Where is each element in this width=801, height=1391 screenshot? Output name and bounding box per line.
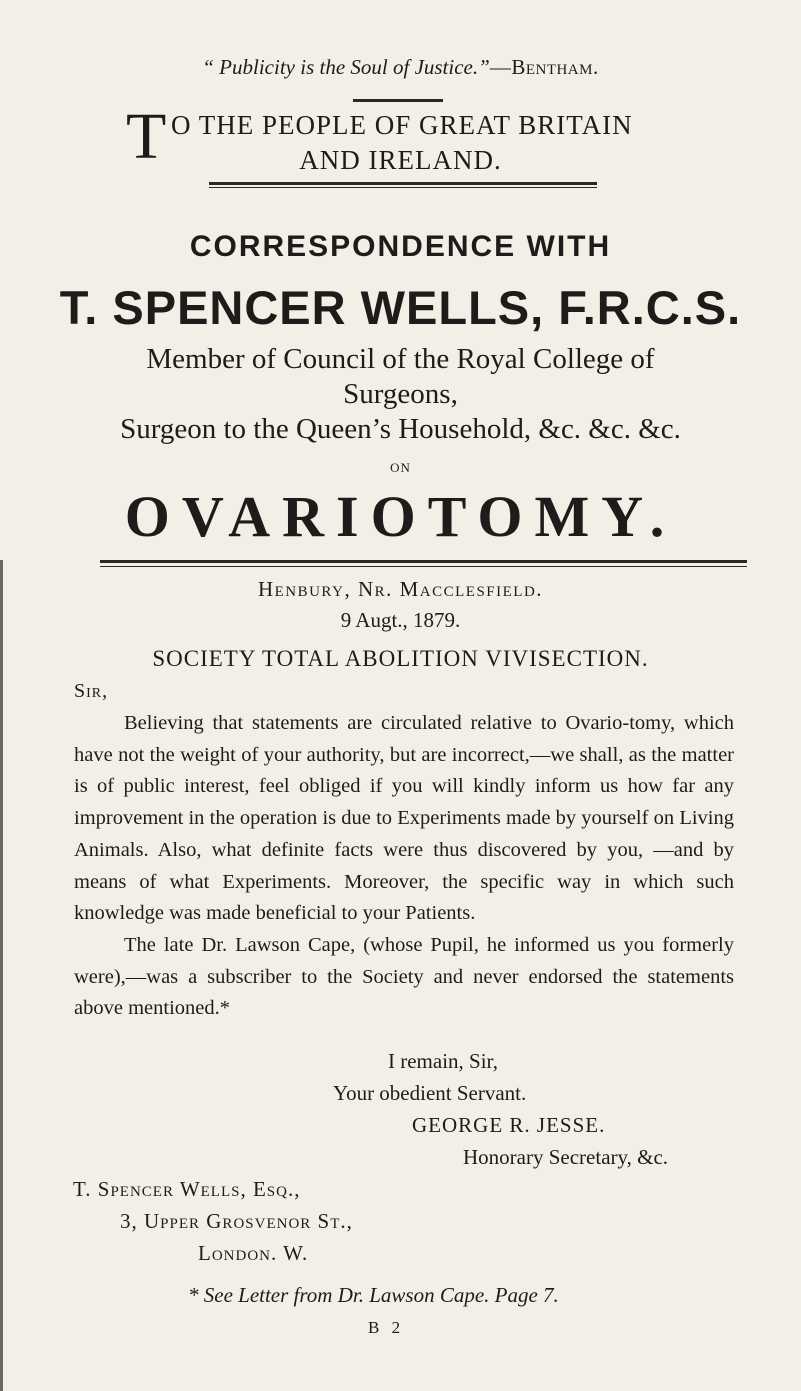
letter-paragraph-2: The late Dr. Lawson Cape, (whose Pupil, he informed us you formerly were),—was a subscriber to the Society and never endorsed the statements above mentioned.* (74, 933, 734, 1020)
closing-line-2: Your obedient Servant. (333, 1081, 527, 1105)
letter-body (74, 708, 734, 1025)
letter-paragraph-1: Believing that statements are circulated relative to Ovario-tomy, which have not the weight of your authority, but are incorrect,—we shall, as the matter is of public interest, feel obliged if you will kindly inform us how far any improvement in the operation is due to Experiments made by yourself on Living Animals. Also, what definite facts were thus discovered by you, —and by means of what Experiments. Moreover, the specific way in which such knowledge was made beneficial to your Patients. (74, 712, 734, 925)
credentials-line-2: Surgeons, (343, 378, 458, 410)
double-rule-top-thin (209, 187, 597, 188)
credentials-line-1: Member of Council of the Royal College of (146, 343, 655, 375)
address-line-1: 3, Upper Grosvenor St., (120, 1209, 353, 1233)
addressee: T. Spencer Wells, Esq., (73, 1177, 301, 1201)
title-line-2: AND IRELAND. (299, 145, 502, 175)
on-label: ON (390, 460, 411, 475)
closing-line-1: I remain, Sir, (388, 1049, 498, 1073)
signer-name: GEORGE R. JESSE. (412, 1113, 606, 1137)
letter-date: 9 Augt., 1879. (340, 608, 461, 632)
double-rule-top (209, 182, 597, 185)
salutation: Sir, (74, 680, 109, 702)
footnote: * See Letter from Dr. Lawson Cape. Page 7. (188, 1283, 559, 1307)
address-line-2: London. W. (198, 1241, 309, 1265)
double-rule-bottom (100, 560, 747, 563)
correspondence-heading: CORRESPONDENCE WITH (189, 230, 612, 263)
title-drop-letter: T (126, 100, 167, 173)
signer-title: Honorary Secretary, &c. (463, 1145, 669, 1169)
society-name: SOCIETY TOTAL ABOLITION VIVISECTION. (152, 646, 649, 671)
double-rule-bottom-thin (100, 566, 747, 567)
epigraph (0, 55, 801, 80)
signature-mark: B 2 (368, 1318, 405, 1337)
page-edge-shadow (0, 560, 3, 1391)
subject-heading: OVARIOTOMY. (124, 484, 677, 549)
credentials-line-3: Surgeon to the Queen’s Household, &c. &c. &c. (120, 413, 681, 445)
ornamental-rule (353, 99, 443, 102)
title-line-1: O THE PEOPLE OF GREAT BRITAIN (171, 110, 633, 140)
letter-place: Henbury, Nr. Macclesfield. (257, 577, 544, 601)
surgeon-name: T. SPENCER WELLS, F.R.C.S. (59, 281, 742, 334)
surgeon-credentials (0, 342, 801, 447)
epigraph-quote: “ Publicity is the Soul of Justice.” (202, 55, 490, 79)
epigraph-attribution: —Bentham. (489, 55, 599, 79)
